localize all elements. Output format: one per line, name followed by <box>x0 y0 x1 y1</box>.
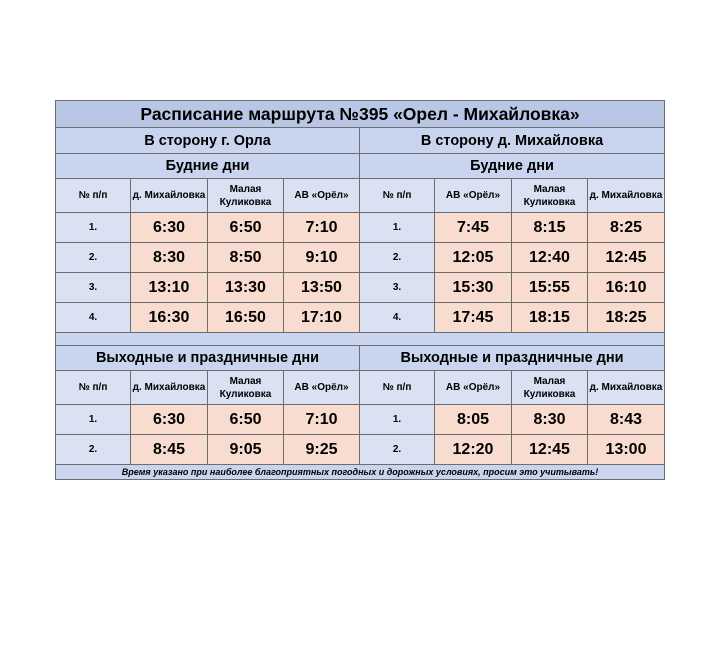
departure-time: 7:10 <box>284 213 360 243</box>
departure-time: 8:30 <box>512 405 588 435</box>
departure-time: 8:30 <box>131 243 208 273</box>
departure-time: 8:15 <box>512 213 588 243</box>
column-header: АВ «Орёл» <box>284 179 360 213</box>
column-header: № п/п <box>56 179 131 213</box>
row-number: 2. <box>56 243 131 273</box>
column-header: Малая Куликовка <box>208 371 284 405</box>
schedule-table <box>55 100 665 480</box>
divider-cell <box>56 333 665 346</box>
column-header: № п/п <box>360 179 435 213</box>
departure-time: 13:00 <box>588 435 665 465</box>
footer-row <box>56 465 665 480</box>
table-row <box>56 435 665 465</box>
column-header: № п/п <box>360 371 435 405</box>
departure-time: 12:05 <box>435 243 512 273</box>
period-row <box>56 154 665 179</box>
departure-time: 6:30 <box>131 213 208 243</box>
schedule-title: Расписание маршрута №395 «Орел - Михайловка» <box>56 101 665 128</box>
departure-time: 7:10 <box>284 405 360 435</box>
row-number: 3. <box>360 273 435 303</box>
departure-time: 15:30 <box>435 273 512 303</box>
departure-time: 7:45 <box>435 213 512 243</box>
departure-time: 6:50 <box>208 405 284 435</box>
departure-time: 13:30 <box>208 273 284 303</box>
departure-time: 18:15 <box>512 303 588 333</box>
stop-header-row <box>56 179 665 213</box>
row-number: 2. <box>360 243 435 273</box>
column-header: Малая Куликовка <box>512 371 588 405</box>
departure-time: 13:50 <box>284 273 360 303</box>
departure-time: 17:45 <box>435 303 512 333</box>
table-row <box>56 213 665 243</box>
weekdays-label-mikhailovka: Будние дни <box>360 154 665 179</box>
column-header: д. Михайловка <box>131 179 208 213</box>
row-number: 2. <box>56 435 131 465</box>
section-divider <box>56 333 665 346</box>
direction-to-mikhailovka: В сторону д. Михайловка <box>360 128 665 154</box>
table-row <box>56 243 665 273</box>
weekends-label-mikhailovka: Выходные и праздничные дни <box>360 346 665 371</box>
table-row <box>56 303 665 333</box>
row-number: 4. <box>56 303 131 333</box>
stop-header-row <box>56 371 665 405</box>
departure-time: 15:55 <box>512 273 588 303</box>
direction-to-orel: В сторону г. Орла <box>56 128 360 154</box>
row-number: 3. <box>56 273 131 303</box>
footer-note: Время указано при наиболее благоприятных погодных и дорожных условиях, просим это учитывать! <box>56 465 665 480</box>
row-number: 1. <box>360 213 435 243</box>
table-row <box>56 405 665 435</box>
departure-time: 13:10 <box>131 273 208 303</box>
departure-time: 8:50 <box>208 243 284 273</box>
row-number: 2. <box>360 435 435 465</box>
column-header: д. Михайловка <box>588 179 665 213</box>
row-number: 4. <box>360 303 435 333</box>
departure-time: 8:25 <box>588 213 665 243</box>
column-header: Малая Куликовка <box>512 179 588 213</box>
departure-time: 12:45 <box>512 435 588 465</box>
departure-time: 18:25 <box>588 303 665 333</box>
departure-time: 6:50 <box>208 213 284 243</box>
departure-time: 8:05 <box>435 405 512 435</box>
departure-time: 17:10 <box>284 303 360 333</box>
departure-time: 8:45 <box>131 435 208 465</box>
column-header: д. Михайловка <box>588 371 665 405</box>
row-number: 1. <box>360 405 435 435</box>
row-number: 1. <box>56 405 131 435</box>
departure-time: 6:30 <box>131 405 208 435</box>
departure-time: 16:50 <box>208 303 284 333</box>
departure-time: 12:40 <box>512 243 588 273</box>
departure-time: 12:20 <box>435 435 512 465</box>
column-header: д. Михайловка <box>131 371 208 405</box>
weekends-label-orel: Выходные и праздничные дни <box>56 346 360 371</box>
table-row <box>56 273 665 303</box>
departure-time: 12:45 <box>588 243 665 273</box>
column-header: АВ «Орёл» <box>435 371 512 405</box>
column-header: № п/п <box>56 371 131 405</box>
column-header: АВ «Орёл» <box>435 179 512 213</box>
departure-time: 16:10 <box>588 273 665 303</box>
column-header: Малая Куликовка <box>208 179 284 213</box>
column-header: АВ «Орёл» <box>284 371 360 405</box>
departure-time: 8:43 <box>588 405 665 435</box>
departure-time: 9:10 <box>284 243 360 273</box>
period-row <box>56 346 665 371</box>
departure-time: 9:25 <box>284 435 360 465</box>
departure-time: 16:30 <box>131 303 208 333</box>
weekdays-label-orel: Будние дни <box>56 154 360 179</box>
row-number: 1. <box>56 213 131 243</box>
departure-time: 9:05 <box>208 435 284 465</box>
